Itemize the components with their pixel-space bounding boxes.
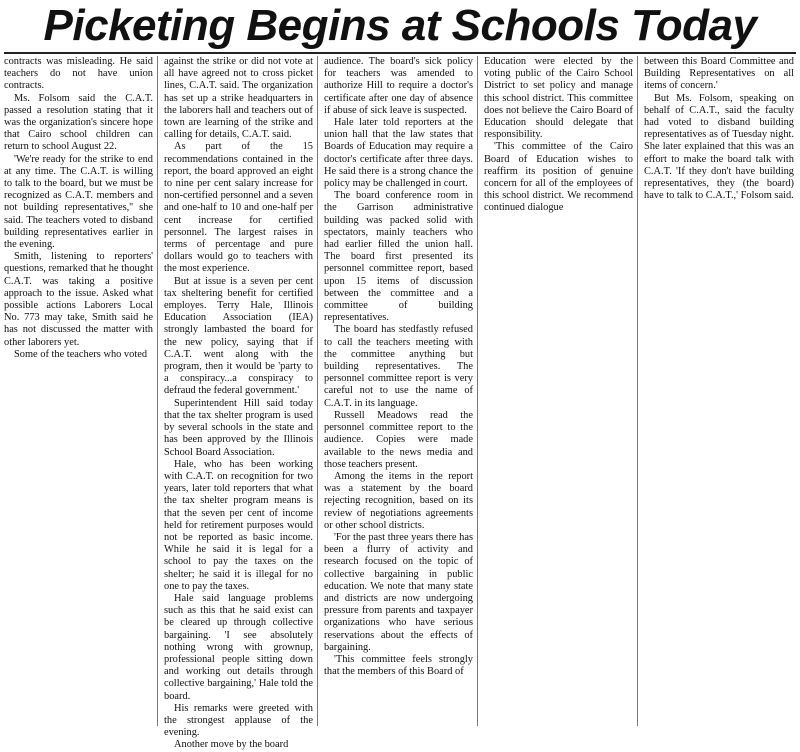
paragraph: Hale said language problems such as this that he said exist can be cleared up through collective bargaining. 'I see absolutely nothing wrong with grownup, professional people sitting down and working out details through collective bargaining,' Hale told the board.: [164, 592, 313, 702]
paragraph: Among the items in the report was a statement by the board rejecting recognition, based on its review of negotiations agreements or other school districts.: [324, 470, 473, 531]
paragraph: As part of the 15 recommendations contained in the report, the board approved an eight to nine per cent salary increase for non-certified personnel and a seven and one-half to 10 and one-half per cent increase for certified personnel. The largest raises in terms of percentage and pure dollars would go to teachers with the most experience.: [164, 141, 313, 275]
article-column-1: [4, 56, 158, 726]
article-column-4: [484, 56, 638, 726]
paragraph: between this Board Committee and Building Representatives on all items of concern.': [644, 56, 794, 92]
paragraph: But Ms. Folsom, speaking on behalf of C.A.T., said the faculty had voted to disband building representatives as of Tuesday night. She later explained that this was an effort to make the board talk with C.A.T. 'If they don't have building representatives, they (the board) have to talk to C.A.T.,' Folsom said.: [644, 92, 794, 202]
paragraph: Hale later told reporters at the union hall that the law states that Boards of Education may require a doctor's certificate after three days. He said there is a strong chance the policy may be challenged in court.: [324, 117, 473, 190]
paragraph: 'This committee of the Cairo Board of Education wishes to reaffirm its position of genuine concern for all of the employees of this school district. We recommend continued dialogue: [484, 141, 633, 214]
paragraph: Another move by the board: [174, 739, 289, 751]
paragraph: 'This committee feels strongly that the members of this Board of: [324, 653, 473, 678]
article-columns: [0, 56, 800, 751]
paragraph: against the strike or did not vote at all have agreed not to cross picket lines, C.A.T. said. The organization has set up a strike headquarters in the laborers hall and teachers out of town are learning of the strike and calling for details, C.A.T. said.: [164, 56, 313, 141]
paragraph: 'We're ready for the strike to end at any time. The C.A.T. is willing to talk to the board, but we must be recognized as C.A.T. members and not building representatives,'' she said. The teachers voted to disband building representatives earlier in the evening.: [4, 153, 153, 251]
paragraph: 'For the past three years there has been a flurry of activity and research focused on the topic of collective bargaining in public education. We note that many state and districts are now undergoing pressure from parents and taxpayer organizations who have serious reservations about the effects of bargaining.: [324, 531, 473, 653]
article-column-3: [324, 56, 478, 726]
article-column-5: [644, 56, 798, 726]
headline: Picketing Begins at Schools Today: [43, 1, 757, 50]
paragraph: Education were elected by the voting public of the Cairo School District to set policy and manage this school district. This committee does not believe the Cairo Board of Education should delegate that responsibility.: [484, 56, 633, 141]
paragraph: Russell Meadows read the personnel committee report to the audience. Copies were made available to the news media and those teachers present.: [324, 409, 473, 470]
paragraph: Hale, who has been working with C.A.T. on recognition for two years, later told reporters that what the tax shelter program means is that the seven per cent of income held for retirement purposes would not be reported as basic income. While he said it is legal for a school to pay the taxes on the shelter; he said it is illegal for no one to pay the taxes.: [164, 458, 313, 592]
paragraph: The board has stedfastly refused to call the teachers meeting with the committee anything but building representatives. The personnel committee report is very careful not to use the name of C.A.T. in its language.: [324, 324, 473, 409]
paragraph: Some of the teachers who voted: [14, 348, 148, 360]
paragraph: The board conference room in the Garrison administrative building was packed solid with spectators, mainly teachers who had earlier filled the union hall. The board first presented its personnel committee report, based upon 15 items of discussion between the committee and a committee of building representatives.: [324, 190, 473, 324]
paragraph: Ms. Folsom said the C.A.T. passed a resolution stating that it was the organization's sincere hope that Cairo school children can return to school August 22.: [4, 92, 153, 153]
paragraph: Superintendent Hill said today that the tax shelter program is used by several schools in the state and has been approved by the Illinois School Board Association.: [164, 397, 313, 458]
paragraph: contracts was misleading. He said teachers do not have union contracts.: [4, 56, 153, 92]
article-column-2: [164, 56, 318, 751]
paragraph: His remarks were greeted with the strongest applause of the evening.: [164, 702, 313, 739]
paragraph: But at issue is a seven per cent tax sheltering benefit for certified employes. Terry Hale, Illinois Education Association (IEA) strongly lambasted the board for the new policy, saying that if C.A.T. went along with the program, then it would be 'party to a conspiracy...a conspiracy to defraud the federal government.': [164, 275, 313, 397]
headline-rule: [4, 52, 796, 54]
paragraph: audience. The board's sick policy for teachers was amended to authorize Hill to require a doctor's certificate after one day of absence if abuse of sick leave is suspected.: [324, 56, 473, 116]
paragraph: Smith, listening to reporters' questions, remarked that he thought C.A.T. was taking a positive approach to the issue. Asked what possible actions Laborers Local No. 773 may take, Smith said he has not discussed the matter with other laborers yet.: [4, 251, 153, 348]
